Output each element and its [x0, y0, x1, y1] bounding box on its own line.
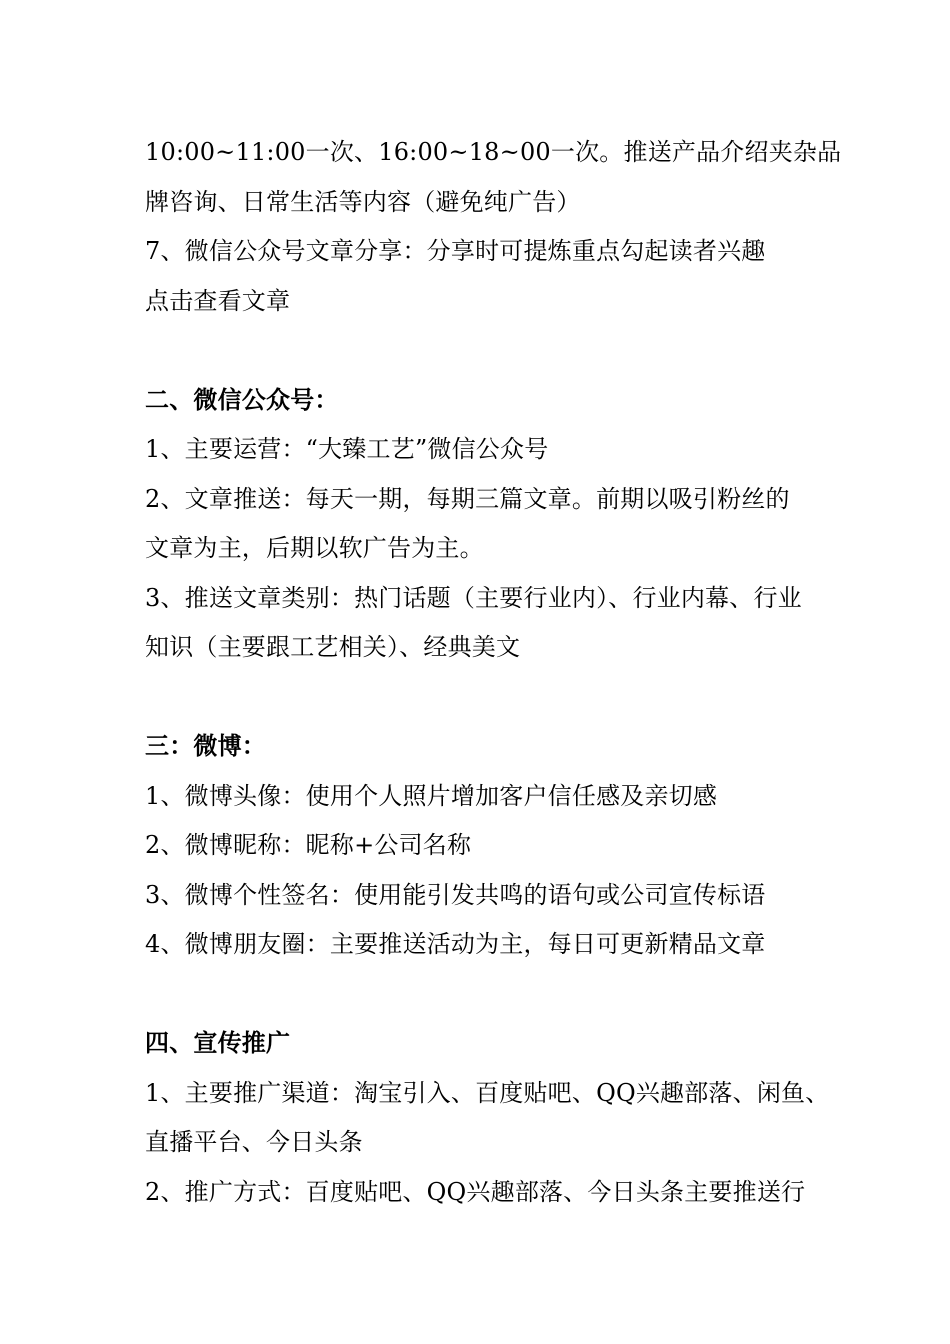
section-heading-promo: 四、宣传推广: [145, 1029, 291, 1057]
wechat-line: 2、文章推送：每天一期，每期三篇文章。前期以吸引粉丝的: [145, 484, 790, 513]
weibo-line: 1、微博头像：使用个人照片增加客户信任感及亲切感: [145, 781, 718, 810]
intro-line: 牌咨询、日常生活等内容（避免纯广告）: [145, 187, 581, 216]
weibo-line: 4、微博朋友圈：主要推送活动为主，每日可更新精品文章: [145, 930, 766, 958]
wechat-line: 3、推送文章类别：热门话题（主要行业内）、行业内幕、行业: [145, 583, 802, 612]
weibo-line: 2、微博昵称：昵称+公司名称: [145, 831, 472, 859]
promo-line: 1、主要推广渠道：淘宝引入、百度贴吧、QQ兴趣部落、闲鱼、: [145, 1078, 830, 1107]
section-heading-wechat: 二、微信公众号：: [145, 385, 339, 414]
section-gap: [145, 673, 825, 723]
intro-line: 7、微信公众号文章分享：分享时可提炼重点勾起读者兴趣: [145, 237, 766, 265]
document-page: [145, 128, 842, 1217]
promo-line: 直播平台、今日头条: [145, 1128, 363, 1156]
weibo-line: 3、微博个性签名：使用能引发共鸣的语句或公司宣传标语: [145, 880, 766, 909]
intro-line: 点击查看文章: [145, 286, 291, 315]
wechat-line: 文章为主，后期以软广告为主。: [145, 534, 484, 562]
section-gap: [145, 326, 825, 376]
wechat-line: 知识（主要跟工艺相关）、经典美文: [145, 633, 521, 661]
promo-line: 2、推广方式：百度贴吧、QQ兴趣部落、今日头条主要推送行: [145, 1177, 806, 1206]
wechat-line: 1、主要运营：“大臻工艺”微信公众号: [145, 435, 549, 463]
intro-line: 10:00~11:00一次、16:00~18~00一次。推送产品介绍夹杂品: [145, 138, 842, 166]
section-gap: [145, 970, 825, 1020]
section-heading-weibo: 三：微博：: [145, 732, 266, 760]
